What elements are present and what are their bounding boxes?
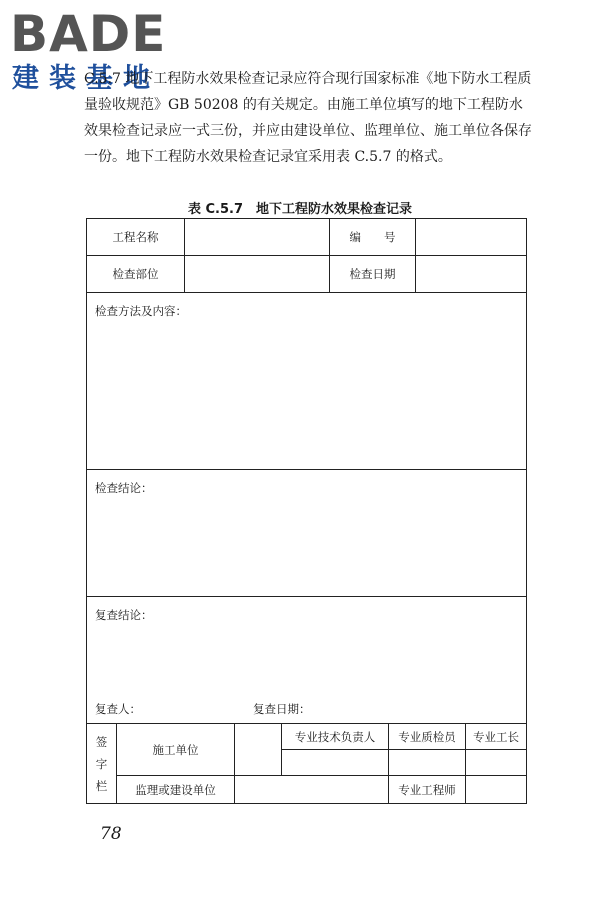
engineer-signature[interactable] [466, 776, 527, 804]
project-name-label: 工程名称 [87, 219, 185, 256]
recheck-date-label: 复查日期： [253, 702, 311, 716]
check-date-value[interactable] [416, 256, 527, 293]
tech-lead-label: 专业技术负责人 [282, 724, 389, 750]
construction-unit-value[interactable] [235, 724, 282, 776]
conclusion-label: 检查结论： [95, 481, 153, 495]
project-name-value[interactable] [185, 219, 330, 256]
table-caption: 表 C.5.7 地下工程防水效果检查记录 [187, 202, 413, 217]
logo-subtitle: 建装基地 [12, 63, 160, 94]
number-label: 编 号 [330, 219, 416, 256]
check-part-value[interactable] [185, 256, 330, 293]
check-date-label: 检查日期 [330, 256, 416, 293]
number-value[interactable] [416, 219, 527, 256]
page-number: 78 [100, 824, 122, 844]
row-recheck [87, 597, 527, 724]
tech-lead-signature[interactable] [282, 750, 389, 776]
engineer-label: 专业工程师 [389, 776, 466, 804]
check-part-label: 检查部位 [87, 256, 185, 293]
row-check-part [87, 256, 527, 293]
section-paragraph: C.5.7 地下工程防水效果检查记录应符合现行国家标准《地下防水工程质量验收规范》GB 50208 的有关规定。由施工单位填写的地下工程防水效果检查记录应一式三份，并应由建设单位、监理单位、施工单位各保存一份。地下工程防水效果检查记录宜采用表 C.5.7 的格式。 [84, 71, 532, 165]
recheck-conclusion-label: 复查结论： [95, 608, 153, 622]
quality-inspector-signature[interactable] [389, 750, 466, 776]
conclusion-block[interactable] [87, 470, 527, 597]
row-sign-header [87, 724, 527, 750]
construction-unit-label: 施工单位 [117, 724, 235, 776]
inspection-record-table [86, 218, 527, 804]
row-supervision [87, 776, 527, 804]
row-method [87, 293, 527, 470]
supervision-unit-label: 监理或建设单位 [117, 776, 235, 804]
recheck-block[interactable] [87, 597, 527, 724]
foreman-signature[interactable] [466, 750, 527, 776]
method-label: 检查方法及内容： [95, 304, 187, 318]
foreman-label: 专业工长 [466, 724, 527, 750]
signature-column-text: 签字栏 [95, 734, 108, 793]
recheck-sign-row [95, 701, 423, 717]
rechecker-label: 复查人： [95, 702, 141, 716]
row-project-name [87, 219, 527, 256]
quality-inspector-label: 专业质检员 [389, 724, 466, 750]
logo-brand-text: BADE [10, 5, 167, 63]
method-block[interactable] [87, 293, 527, 470]
signature-column-label [87, 724, 117, 804]
row-conclusion [87, 470, 527, 597]
supervision-unit-value[interactable] [235, 776, 389, 804]
